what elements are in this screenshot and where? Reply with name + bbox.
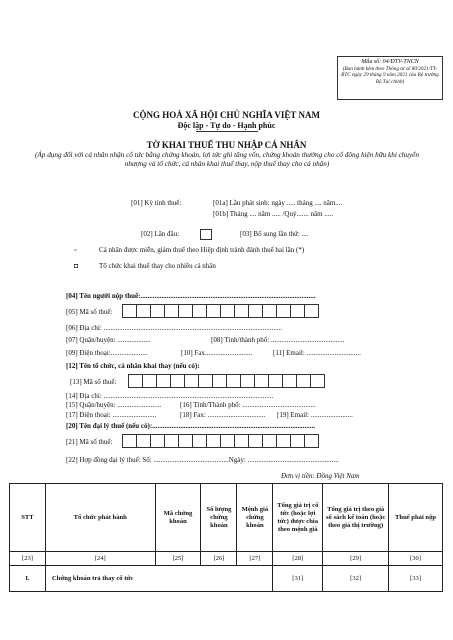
col-header-issuer: Tổ chức phát hành: [45, 484, 155, 552]
table-row[interactable]: [10, 566, 443, 592]
agent-email-field[interactable]: [19] Email: ........................: [277, 411, 353, 419]
col-header-stt: STT: [10, 484, 46, 552]
tax-agent-code-boxes[interactable]: [123, 434, 319, 448]
form-code: Mẫu số: 04/ĐTV-TNCN: [361, 59, 419, 65]
fax-field[interactable]: [10] Fax...........................: [181, 349, 253, 357]
supplement-label[interactable]: [03] Bổ sung lần thứ: ....: [240, 230, 309, 238]
district-field[interactable]: [07] Quận/huyện: ...................: [66, 336, 151, 344]
code-cell: [24]: [45, 552, 155, 566]
code-cell: [23]: [10, 552, 46, 566]
phone-field[interactable]: [09] Điện thoại:.....................: [66, 349, 148, 357]
province-field[interactable]: [08] Tỉnh/thành phố: ..........................................: [211, 336, 345, 344]
agent-province-field[interactable]: [16] Tỉnh/Thành phố: ..........................................: [180, 401, 316, 409]
agent-phone-field[interactable]: [17] Điện thoại: .........................: [66, 411, 157, 419]
code-cell: [26]: [201, 552, 237, 566]
first-time-label: [02] Lần đầu:: [141, 230, 180, 238]
first-time-checkbox[interactable]: [200, 229, 212, 240]
code-cell: [30]: [389, 552, 443, 566]
row-name: Chứng khoán trả thay cổ tức: [45, 566, 272, 592]
exempt-option-label: Cá nhân được miễn, giảm thuế theo Hiệp định tránh đánh thuế hai lần (*): [99, 246, 305, 254]
code-cell: [29]: [323, 552, 389, 566]
row-c31[interactable]: [31]: [273, 566, 323, 592]
period-month-quarter[interactable]: [01b] Tháng .... năm ..... /Quý....... năm .....: [213, 210, 334, 218]
currency-unit: Đơn vị tiền: Đồng Việt Nam: [281, 472, 360, 480]
code-cell: [25]: [155, 552, 201, 566]
contract-field[interactable]: [22] Hợp đồng đại lý thuế: Số: ...........................................Ngày: ....................................................: [66, 456, 339, 464]
document-subtitle: (Áp dụng đối với cá nhân nhận cổ tức bằng chứng khoán, lợi tức ghi tăng vốn, chứng khoán thưởng cho cổ đông hiện hữu khi chuyển nhượng và tổ chức, cá nhân khai thuế thay, nộp thuế thay cho cá nhân): [35, 151, 419, 168]
agent-section-label: [12] Tên tổ chức, cá nhân khai thay (nếu có):: [66, 362, 200, 370]
multi-person-checkbox[interactable]: ◘: [74, 262, 79, 270]
motto: Độc lập - Tự do - Hạnh phúc: [177, 121, 276, 130]
tax-code-label: [05] Mã số thuế:: [66, 308, 113, 316]
form-code-box: [337, 56, 443, 100]
col-header-quantity: Số lượng chứng khoán: [201, 484, 237, 552]
multi-person-option-label: Tổ chức khai thuế thay cho nhiều cá nhân: [99, 262, 216, 270]
code-cell: [28]: [273, 552, 323, 566]
col-header-code: Mã chứng khoán: [155, 484, 201, 552]
tax-agent-field[interactable]: [20] Tên đại lý thuế (nếu có):.............................................................................................: [66, 422, 315, 430]
row-stt: I.: [10, 566, 46, 592]
code-cell: [27]: [237, 552, 273, 566]
period-occurrence[interactable]: [01a] Lần phát sinh: ngày ..... tháng .... năm....: [213, 199, 343, 207]
col-header-par-value: Mệnh giá chứng khoán: [237, 484, 273, 552]
email-field[interactable]: [11] Email: ...............................: [273, 349, 361, 357]
agent-tax-code-boxes[interactable]: [129, 374, 325, 388]
exempt-checkbox[interactable]: ▫: [74, 246, 77, 254]
col-header-total-par: Tổng giá trị cổ tức (hoặc lợi tức) được chia theo mệnh giá: [273, 484, 323, 552]
period-label: [01] Kỳ tính thuế:: [131, 199, 182, 207]
agent-district-field[interactable]: [15] Quận/huyện: .........................: [66, 401, 162, 409]
motto-underline: [196, 131, 258, 132]
tax-agent-code-label: [21] Mã số thuế:: [66, 438, 113, 446]
document-title: TỜ KHAI THUẾ THU NHẬP CÁ NHÂN: [146, 140, 307, 150]
tax-code-boxes[interactable]: [123, 304, 319, 318]
row-c32[interactable]: [32]: [323, 566, 389, 592]
address-field[interactable]: [06] Địa chỉ: ......................................................................................................: [66, 324, 283, 332]
supplement-box[interactable]: [324, 229, 331, 236]
form-code-note: (Ban hành kèm theo Thông tư số 80/2021/TT-BTC ngày 29 tháng 9 năm 2021 của Bộ trưởng Bộ Tài chính): [341, 65, 439, 85]
taxpayer-name-field[interactable]: [04] Tên người nộp thuế:....................................................................................................: [66, 292, 316, 300]
agent-address-field[interactable]: [14] Địa chỉ: .................................................................................................: [66, 392, 274, 400]
col-header-total-book: Tổng giá trị theo giá số sách kế toán (hoặc theo giá thị trường): [323, 484, 389, 552]
row-c33[interactable]: [33]: [389, 566, 443, 592]
agent-fax-field[interactable]: [18] Fax: .................................: [180, 411, 266, 419]
dividend-table: [9, 483, 443, 592]
nation-header: CỘNG HOÀ XÃ HỘI CHỦ NGHĨA VIỆT NAM: [133, 110, 320, 120]
agent-tax-code-label: [13] Mã số thuế:: [70, 378, 117, 386]
col-header-tax: Thuế phải nộp: [389, 484, 443, 552]
